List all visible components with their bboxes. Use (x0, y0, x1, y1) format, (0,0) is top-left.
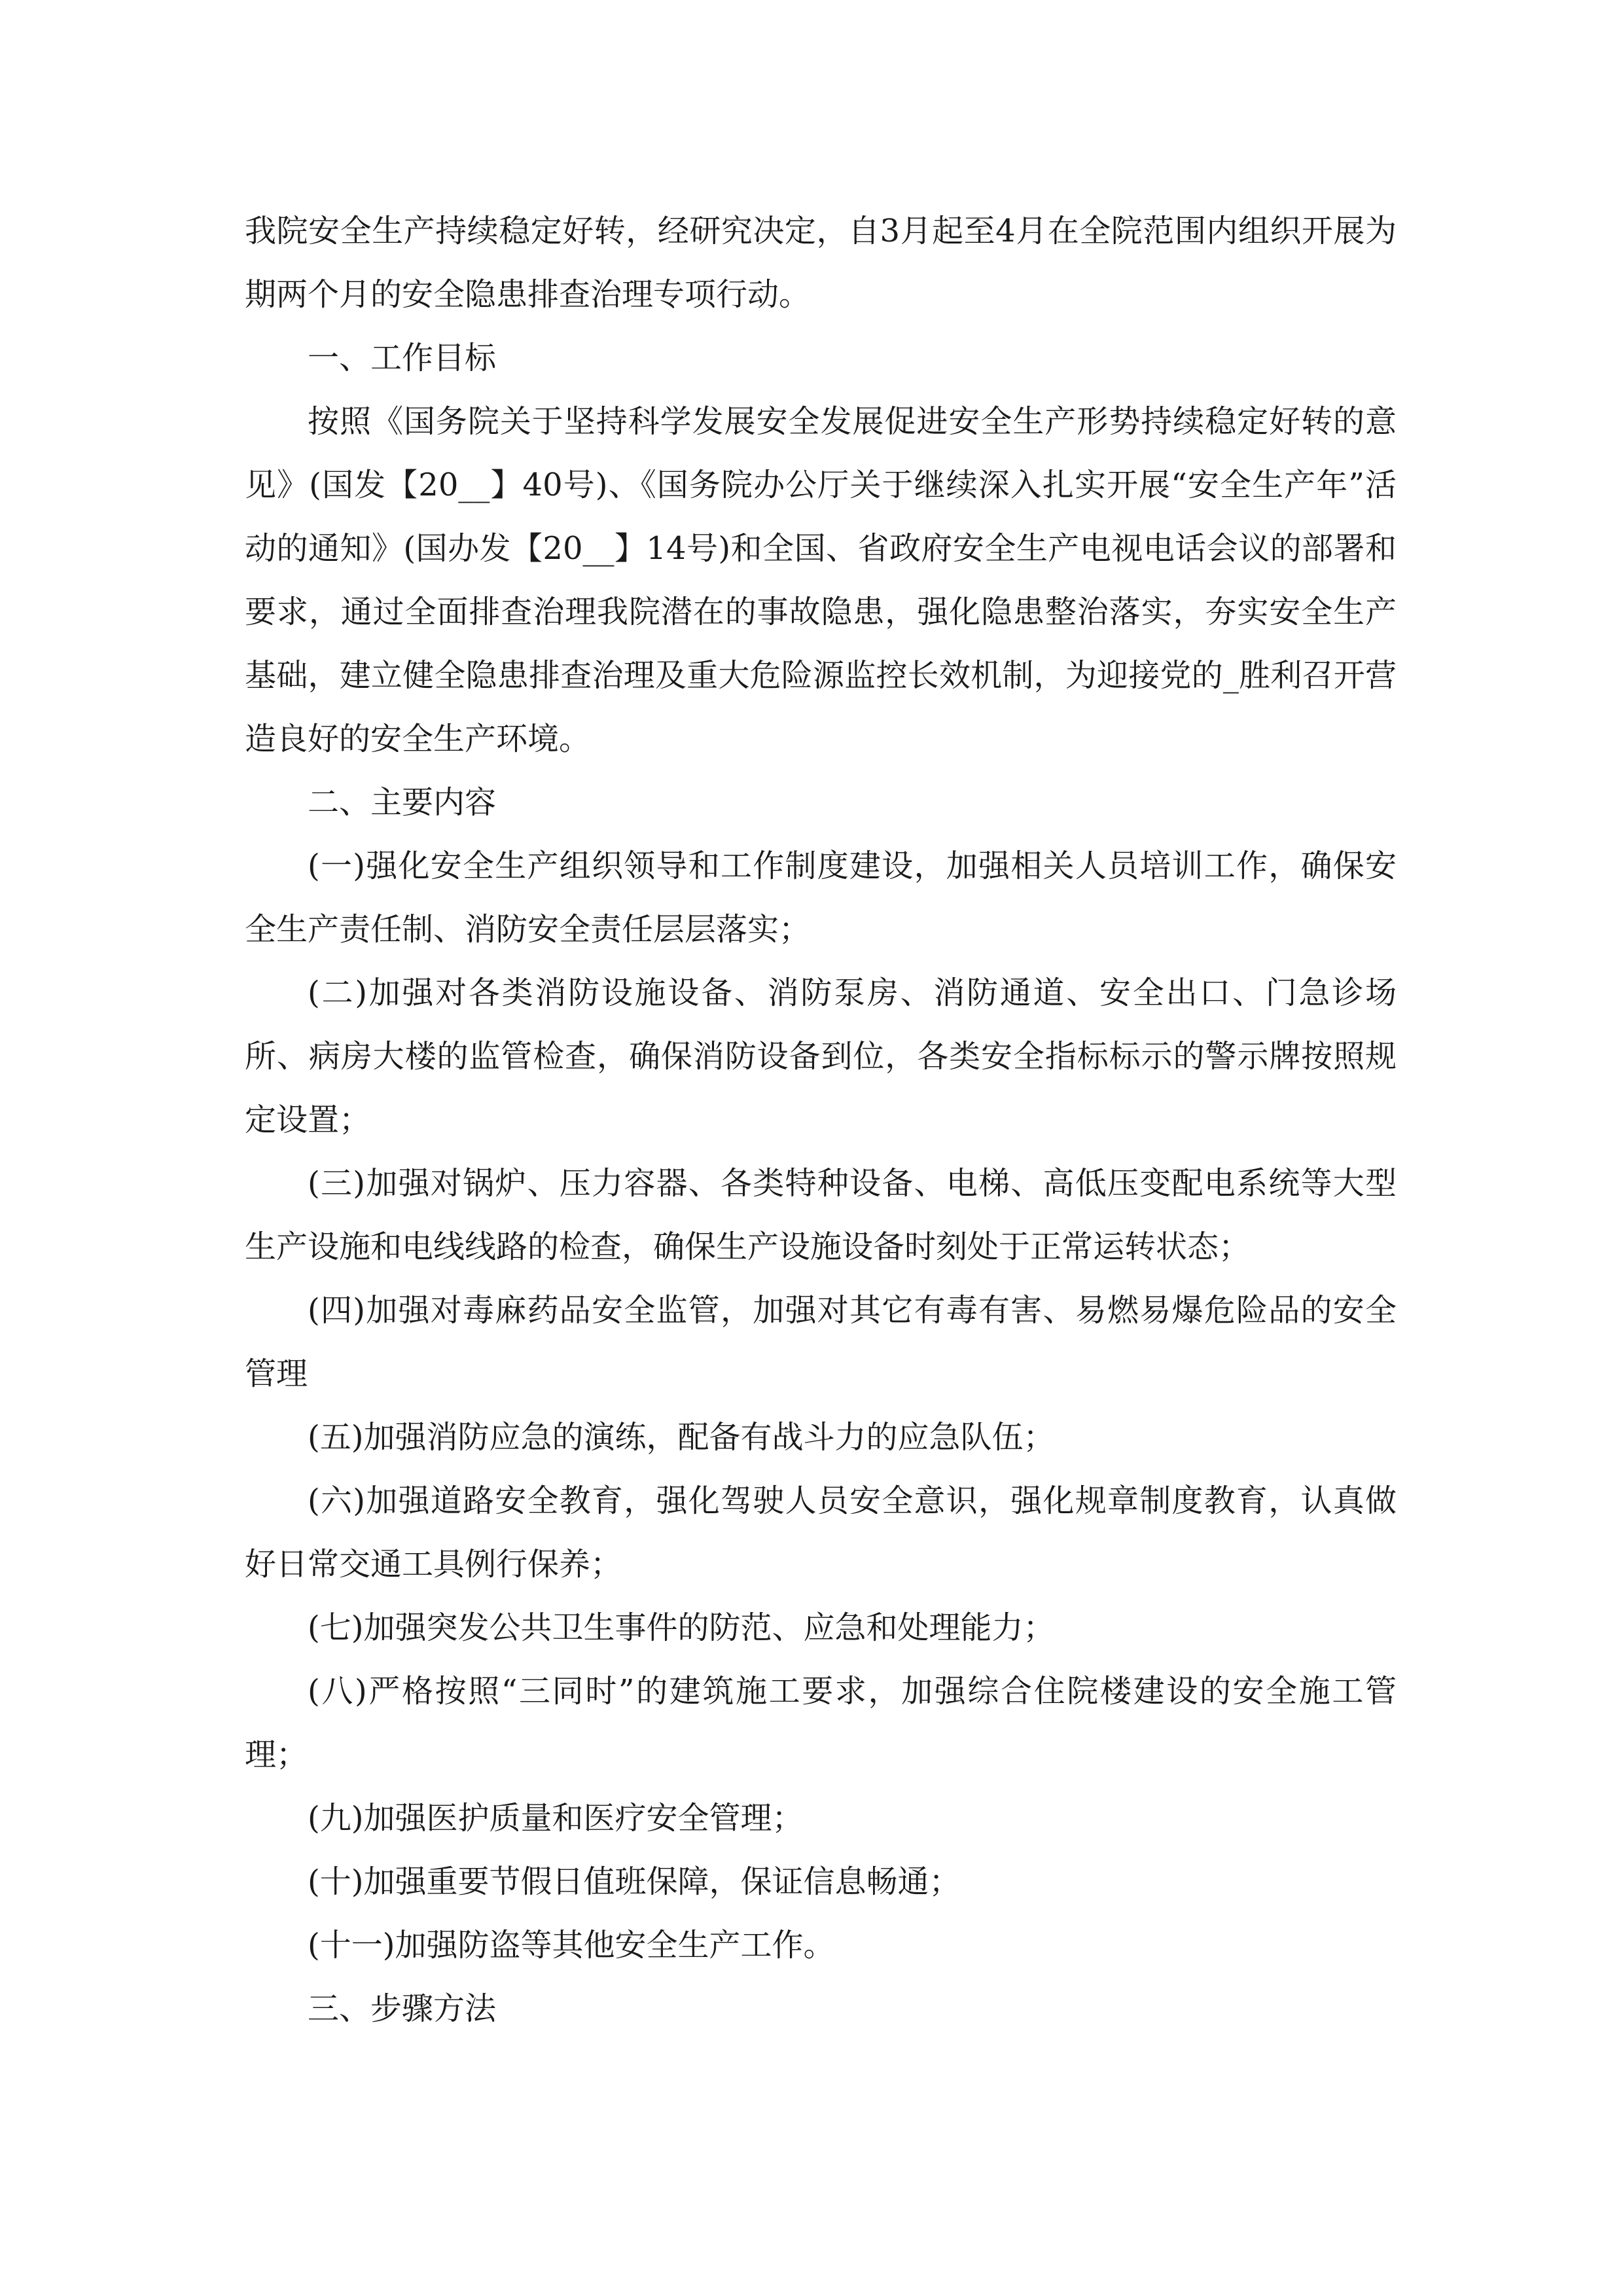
list-item: (十一)加强防盗等其他安全生产工作。 (308, 1927, 835, 1964)
section-heading-steps: 三、步骤方法 (308, 1990, 497, 2027)
list-item: (三)加强对锅炉、压力容器、各类特种设备、电梯、高低压变配电系统等大型生产设施和电线线路的检查，确保生产设施设备时刻处于正常运转状态； (245, 1165, 1397, 1265)
section-heading-content: 二、主要内容 (308, 784, 497, 821)
list-item: (十)加强重要节假日值班保障，保证信息畅通； (308, 1863, 961, 1900)
list-item: (七)加强突发公共卫生事件的防范、应急和处理能力； (308, 1609, 1055, 1646)
section-heading-goals: 一、工作目标 (308, 340, 497, 376)
list-item: (八)严格按照“三同时”的建筑施工要求，加强综合住院楼建设的安全施工管理； (245, 1673, 1397, 1773)
intro-paragraph: 我院安全生产持续稳定好转，经研究决定，自3月起至4月在全院范围内组织开展为期两个月的安全隐患排查治理专项行动。 (245, 213, 1397, 313)
list-item: (一)强化安全生产组织领导和工作制度建设，加强相关人员培训工作，确保安全生产责任制、消防安全责任层层落实； (245, 848, 1397, 948)
list-item: (九)加强医护质量和医疗安全管理； (308, 1800, 804, 1837)
goals-paragraph: 按照《国务院关于坚持科学发展安全发展促进安全生产形势持续稳定好转的意见》(国发【20__】40号)、《国务院办公厅关于继续深入扎实开展“安全生产年”活动的通知》(国办发【20__】14号)和全国、省政府安全生产电视电话会议的部署和要求，通过全面排查治理我院潜在的事故隐患，强化隐患整治落实，夯实安全生产基础，建立健全隐患排查治理及重大危险源监控长效机制，为迎接党的_胜利召开营造良好的安全生产环境。 (245, 403, 1397, 757)
list-item: (六)加强道路安全教育，强化驾驶人员安全意识，强化规章制度教育，认真做好日常交通工具例行保养； (245, 1482, 1397, 1583)
document-body (245, 200, 1397, 2041)
list-item: (四)加强对毒麻药品安全监管，加强对其它有毒有害、易燃易爆危险品的安全管理 (245, 1292, 1397, 1392)
list-item: (五)加强消防应急的演练，配备有战斗力的应急队伍； (308, 1419, 1055, 1456)
list-item: (二)加强对各类消防设施设备、消防泵房、消防通道、安全出口、门急诊场所、病房大楼的监管检查，确保消防设备到位，各类安全指标标示的警示牌按照规定设置； (245, 975, 1397, 1138)
